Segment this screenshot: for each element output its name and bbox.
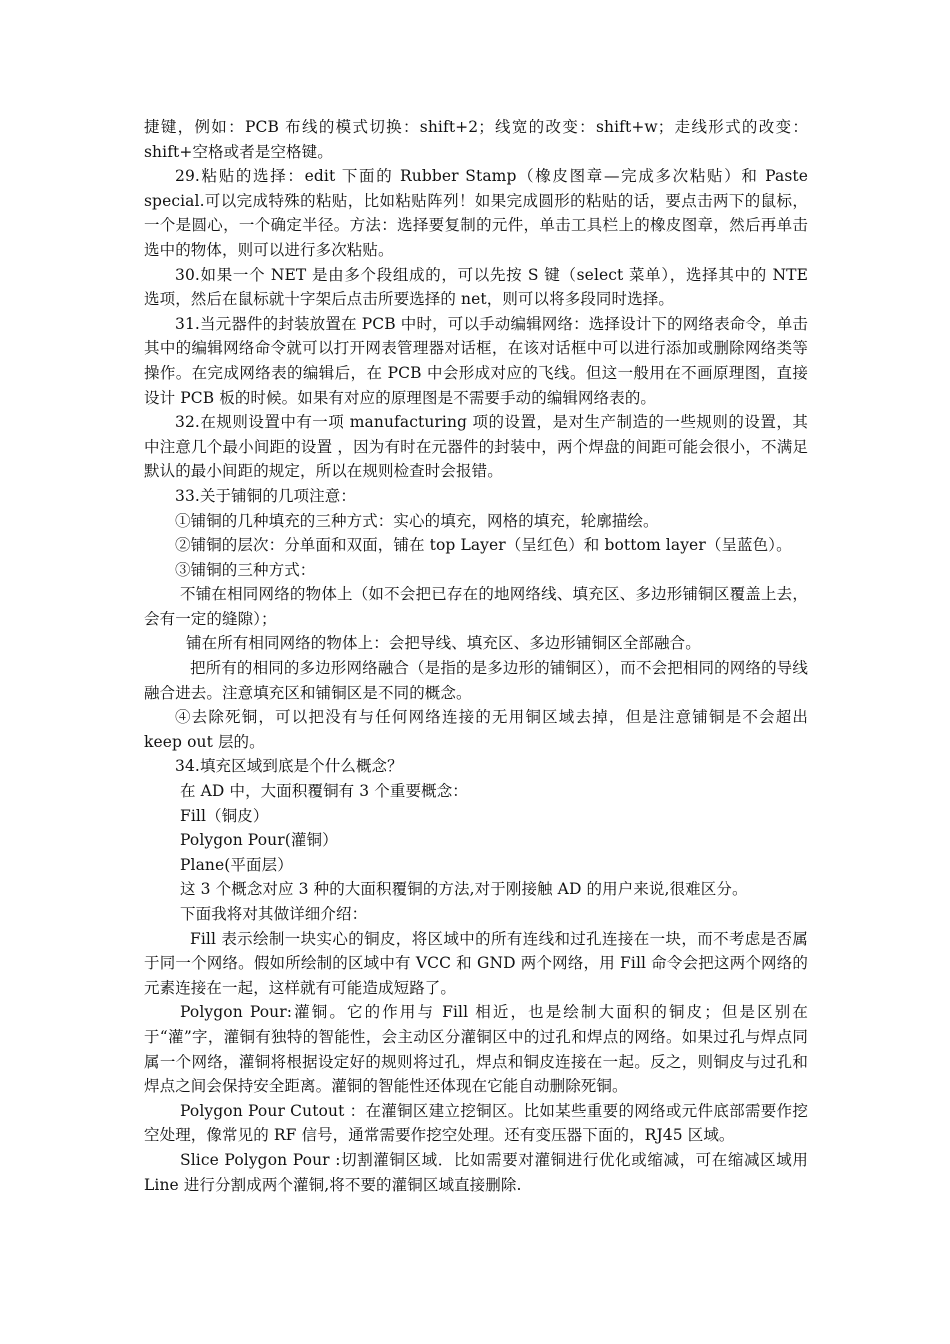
document-body: [144, 115, 808, 1197]
paragraph-32-rules: 32.在规则设置中有一项 manufacturing 项的设置，是对生产制造的一些规则的设置，其中注意几个最小间距的设置 ，因为有时在元器件的封装中，两个焊盘的间距可能会很小，不满足默认的最小间距的规定，所以在规则检查时会报错。: [144, 413, 808, 481]
paragraph-33-item-2: ②铺铜的层次：分单面和双面，铺在 top Layer（呈红色）和 bottom layer（呈蓝色）。: [175, 536, 792, 555]
paragraph-33-mode-c: 把所有的相同的多边形网络融合（是指的是多边形的铺铜区），而不会把相同的网络的导线融合进去。注意填充区和铺铜区是不同的概念。: [144, 659, 808, 702]
paragraph-33-mode-b: 铺在所有相同网络的物体上：会把导线、填充区、多边形铺铜区全部融合。: [186, 634, 701, 653]
paragraph-34-heading: 34.填充区域到底是个什么概念？: [175, 757, 403, 776]
paragraph-34-plane: Plane(平面层）: [180, 855, 293, 874]
paragraph-polygon-pour-cutout: Polygon Pour Cutout ：在灌铜区建立挖铜区。比如某些重要的网络或元件底部需要作挖空处理，像常见的 RF 信号，通常需要作挖空处理。还有变压器下面的，RJ45 区域。: [144, 1101, 808, 1145]
paragraph-33-mode-a: 不铺在相同网络的物体上（如不会把已存在的地网络线、填充区、多边形铺铜区覆盖上去，会有一定的缝隙）；: [144, 585, 808, 628]
paragraph-33-item-3: ③铺铜的三种方式：: [175, 560, 316, 579]
paragraph-34-methods: 这 3 个概念对应 3 种的大面积覆铜的方法,对于刚接触 AD 的用户来说,很难区分。: [180, 880, 748, 899]
paragraph-30-net-select: 30.如果一个 NET 是由多个段组成的，可以先按 S 键（select 菜单），选择其中的 NTE 选项，然后在鼠标就十字架后点击所要选择的 net，则可以将多段同时选择。: [144, 265, 808, 309]
paragraph-33-heading: 33.关于铺铜的几项注意：: [175, 486, 356, 505]
paragraph-slice-polygon-pour: Slice Polygon Pour :切割灌铜区域．比如需要对灌铜进行优化或缩减，可在缩减区域用 Line 进行分割成两个灌铜,将不要的灌铜区域直接删除.: [144, 1150, 808, 1194]
paragraph-34-fill: Fill（铜皮）: [180, 806, 269, 825]
paragraph-34-detail-intro: 下面我将对其做详细介绍：: [180, 905, 368, 923]
paragraph-33-item-4: ④去除死铜，可以把没有与任何网络连接的无用铜区域去掉，但是注意铺铜是不会超出 keep out 层的。: [144, 708, 808, 751]
paragraph-34-intro: 在 AD 中，大面积覆铜有 3 个重要概念：: [180, 782, 468, 801]
paragraph-polygon-pour-detail: Polygon Pour:灌铜。它的作用与 Fill 相近，也是绘制大面积的铜皮；但是区别在于“灌”字，灌铜有独特的智能性，会主动区分灌铜区中的过孔和焊点的网络。如果过孔与焊点同属一个网络，灌铜将根据设定好的规则将过孔，焊点和铜皮连接在一起。反之，则铜皮与过孔和焊点之间会保持安全距离。灌铜的智能性还体现在它能自动删除死铜。: [144, 1003, 808, 1096]
paragraph-shortcut-keys: 捷键，例如：PCB 布线的模式切换：shift+2；线宽的改变：shift+w；走线形式的改变：shift+空格或者是空格键。: [144, 118, 808, 161]
paragraph-31-edit-netlist: 31.当元器件的封装放置在 PCB 中时，可以手动编辑网络：选择设计下的网络表命令，单击其中的编辑网络命令就可以打开网表管理器对话框，在该对话框中可以进行添加或删除网络类等操作。在完成网络表的编辑后，在 PCB 中会形成对应的飞线。但这一般用在不画原理图，直接设计 PCB 板的时候。如果有对应的原理图是不需要手动的编辑网络表的。: [144, 314, 808, 407]
paragraph-29-paste: 29.粘贴的选择：edit 下面的 Rubber Stamp（橡皮图章—完成多次粘贴）和 Paste special.可以完成特殊的粘贴，比如粘贴阵列！如果完成圆形的粘贴的话，要点击两下的鼠标，一个是圆心，一个确定半径。方法：选择要复制的元件，单击工具栏上的橡皮图章，然后再单击选中的物体，则可以进行多次粘贴。: [144, 167, 808, 259]
paragraph-33-item-1: ①铺铜的几种填充的三种方式：实心的填充，网格的填充，轮廓描绘。: [175, 511, 659, 530]
paragraph-34-polygon-pour: Polygon Pour(灌铜）: [180, 831, 338, 850]
paragraph-fill-detail: Fill 表示绘制一块实心的铜皮，将区域中的所有连线和过孔连接在一块，而不考虑是否属于同一个网络。假如所绘制的区域中有 VCC 和 GND 两个网络，用 Fill 命令会把这两个网络的元素连接在一起，这样就有可能造成短路了。: [144, 929, 808, 997]
